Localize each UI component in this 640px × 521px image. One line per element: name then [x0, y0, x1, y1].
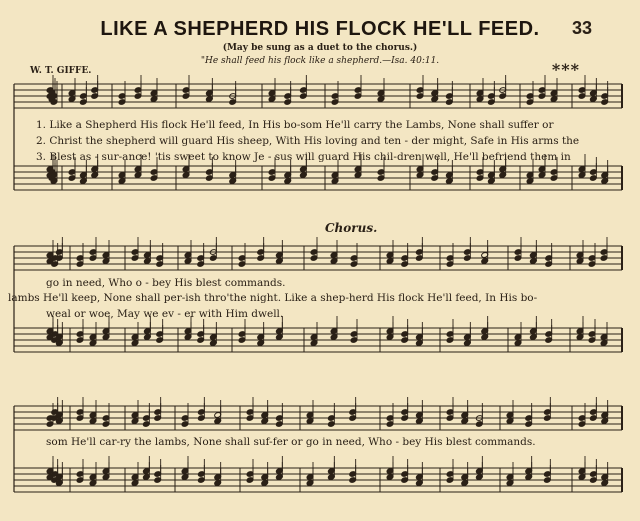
- song-title: LIKE A SHEPHERD HIS FLOCK HE'LL FEED.: [100, 18, 540, 40]
- system2-lyric-line-1: go in need, Who o - bey His blest commands.: [46, 277, 286, 289]
- verse-1-lyric: 1. Like a Shepherd His flock He'll feed, In His bo-som He'll carry the Lambs, None shall suffer or: [36, 119, 554, 131]
- system2-lyric-line-3: weal or woe, May we ev - er with Him dwell.: [46, 308, 284, 320]
- page-number: 33: [571, 18, 592, 38]
- performance-note: (May be sung as a duet to the chorus.): [222, 43, 418, 53]
- scripture-reference: "He shall feed his flock like a shepherd.—Isa. 40:11.: [200, 56, 440, 66]
- system3-lyric-line-1: som He'll car-ry the lambs, None shall suf-fer or go in need, Who - bey His blest commands.: [46, 436, 536, 448]
- verse-3-lyric: 3. Blest as - sur-ance! 'tis sweet to know Je - sus will guard His chil-dren well, He'll befriend them in: [36, 151, 571, 163]
- tempo-mark: ***: [551, 60, 580, 79]
- treble-staff-3: [14, 0, 622, 430]
- treble-staff-1: [14, 0, 622, 108]
- system2-lyric-line-2: lambs He'll keep, None shall per-ish thro'the night. Like a shep-herd His flock He'll feed, In His bo-: [8, 292, 538, 304]
- chorus-label: Chorus.: [325, 221, 378, 235]
- composer-credit: W. T. GIFFE.: [30, 66, 92, 76]
- verse-2-lyric: 2. Christ the shepherd will guard His sheep, With His loving and ten - der might, Safe in His arms the: [36, 135, 580, 147]
